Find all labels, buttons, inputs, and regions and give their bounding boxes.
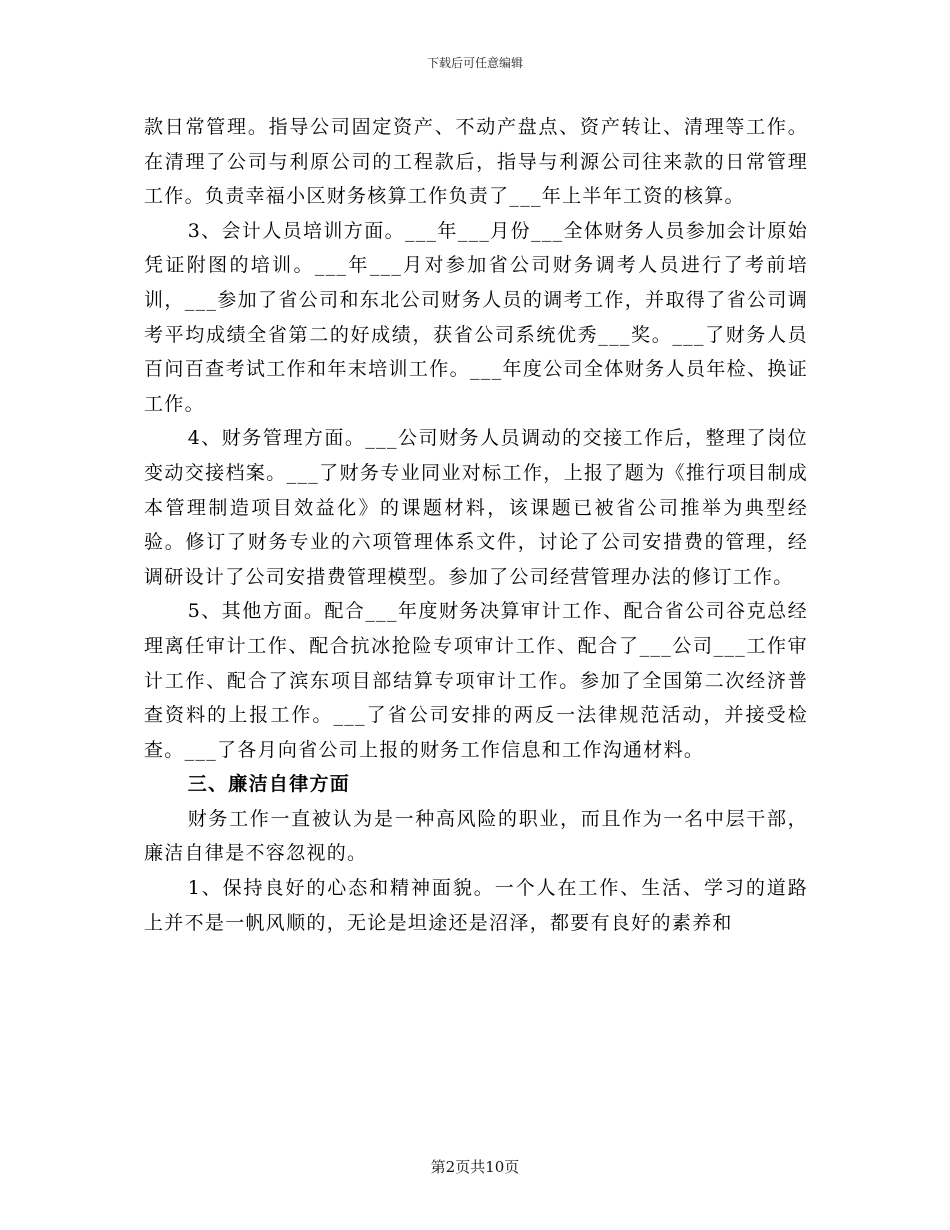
paragraph-attitude: 1、保持良好的心态和精神面貌。一个人在工作、生活、学习的道路上并不是一帆风顺的，无论是坦途还是沼泽，都要有良好的素养和 [144,877,808,934]
paragraph-management: 4、财务管理方面。___公司财务人员调动的交接工作后，整理了岗位变动交接档案。___了财务专业同业对标工作，上报了题为《推行项目制成本管理制造项目效益化》的课题材料，该课题已被省公司推举为典型经验。修订了财务专业的六项管理体系文件，讨论了公司安措费的管理，经调研设计了公司安措费管理模型。参加了公司经营管理办法的修订工作。 [144,427,808,588]
page-footer: 第2页共10页 [430,1158,520,1176]
paragraph-other: 5、其他方面。配合___年度财务决算审计工作、配合省公司谷克总经理离任审计工作、配合抗冰抢险专项审计工作、配合了___公司___工作审计工作、配合了滨东项目部结算专项审计工作。参加了全国第二次经济普查资料的上报工作。___了省公司安排的两反一法律规范活动，并接受检查。___了各月向省公司上报的财务工作信息和工作沟通材料。 [144,600,808,761]
paragraph-integrity-intro: 财务工作一直被认为是一种高风险的职业，而且作为一名中层干部，廉洁自律是不容忽视的。 [144,807,808,865]
paragraph-training: 3、会计人员培训方面。___年___月份___全体财务人员参加会计原始凭证附图的培训。___年___月对参加省公司财务调考人员进行了考前培训，___参加了省公司和东北公司财务人员的调考工作，并取得了省公司调考平均成绩全省第二的好成绩，获省公司系统优秀___奖。___了财务人员百问百查考试工作和年末培训工作。___年度公司全体财务人员年检、换证工作。 [144,219,808,415]
section-heading-integrity: 三、廉洁自律方面 [187,773,351,796]
document-body [144,110,808,940]
paragraph-continuation: 款日常管理。指导公司固定资产、不动产盘点、资产转让、清理等工作。在清理了公司与利原公司的工程款后，指导与利源公司往来款的日常管理工作。负责幸福小区财务核算工作负责了___年上半年工资的核算。 [144,116,808,208]
page-header: 下载后可任意编辑 [426,56,523,70]
